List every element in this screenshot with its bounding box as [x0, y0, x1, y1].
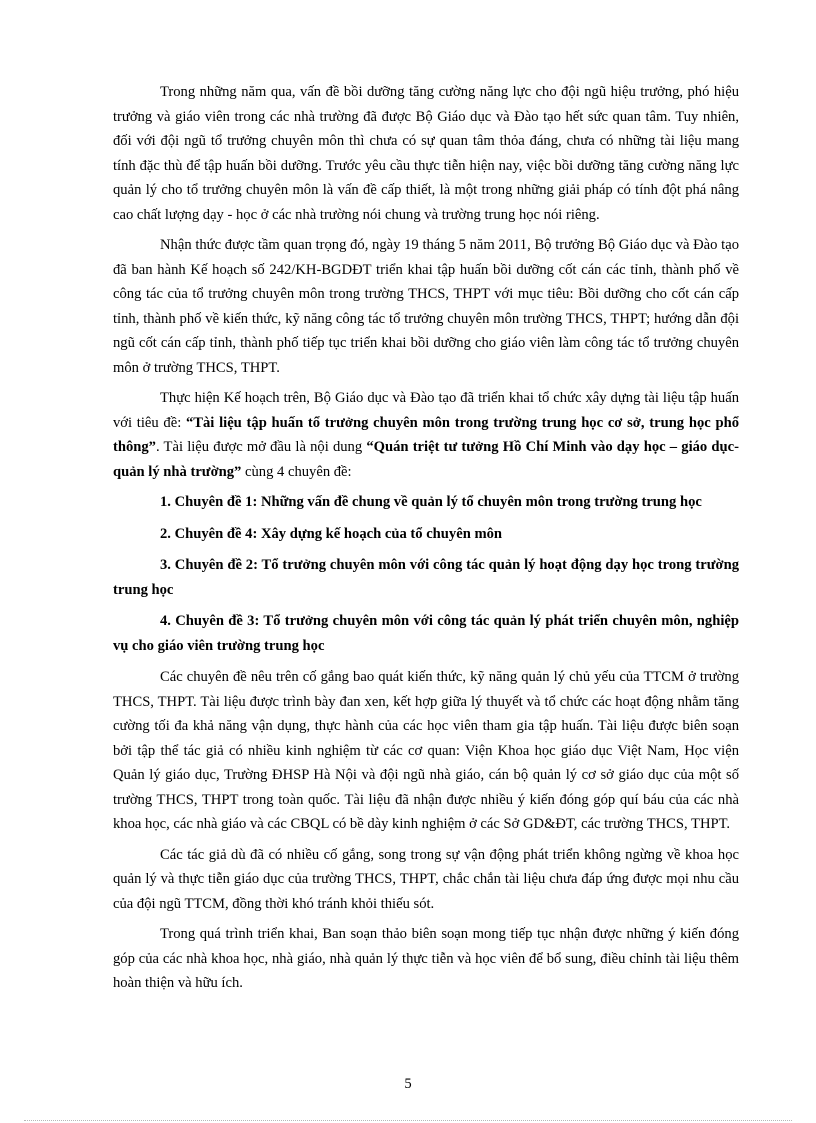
- paragraph-plan-242: Nhận thức được tầm quan trọng đó, ngày 19 tháng 5 năm 2011, Bộ trưởng Bộ Giáo dục và Đào tạo đã ban hành Kế hoạch số 242/KH-BGDĐT triển khai tập huấn bồi dưỡng cốt cán các tỉnh, thành phố về công tác của tổ trưởng chuyên môn trong trường THCS, THPT với mục tiêu: Bồi dưỡng cho cốt cán cấp tỉnh, thành phố về kiến thức, kỹ năng công tác tổ trưởng chuyên môn trường THCS, THPT; hướng dẫn đội ngũ cốt cán cấp tỉnh, thành phố tiếp tục triển khai bồi dưỡng cho giáo viên làm công tác tổ trưởng chuyên môn ở trường THCS, THPT.: [113, 237, 739, 376]
- document-title-quote: “Tài liệu tập huấn tổ trưởng chuyên môn trong trường trung học cơ sở, trung học phổ thông”: [113, 414, 739, 455]
- paragraph-intro: Trong những năm qua, vấn đề bồi dưỡng tăng cường năng lực cho đội ngũ hiệu trưởng, phó hiệu trưởng và giáo viên trong các nhà trường đã được Bộ Giáo dục và Đào tạo hết sức quan tâm. Tuy nhiên, đối với đội ngũ tổ trưởng chuyên môn thì chưa có sự quan tâm thỏa đáng, chưa có những tài liệu mang tính đặc thù để tập huấn bồi dưỡng. Trước yêu cầu thực tiễn hiện nay, việc bồi dưỡng tăng cường năng lực quản lý cho tổ trưởng chuyên môn là vấn đề cấp thiết, là một trong những giải pháp có tính đột phá nâng cao chất lượng dạy - học ở các nhà trường nói chung và trường trung học nói riêng.: [113, 84, 739, 223]
- page-number: 5: [404, 1076, 412, 1092]
- topic-list-item-3: 3. Chuyên đề 2: Tổ trưởng chuyên môn với công tác quản lý hoạt động dạy học trong trường trung học: [113, 557, 739, 598]
- document-body: [113, 80, 739, 1002]
- paragraph-training-materials: [113, 386, 739, 484]
- paragraph-text-segment: Thực hiện Kế hoạch trên, Bộ Giáo dục và Đào tạo đã triển khai tổ chức xây dựng tài liệu tập huấn với tiêu đề:: [113, 390, 739, 431]
- paragraph-feedback-request: Trong quá trình triển khai, Ban soạn thảo biên soạn mong tiếp tục nhận được những ý kiến đóng góp của các nhà khoa học, nhà giáo, nhà quản lý thực tiễn và học viên để bổ sung, điều chỉnh tài liệu thêm hoàn thiện và hữu ích.: [113, 926, 739, 991]
- paragraph-authors-note: Các tác giả dù đã có nhiều cố gắng, song trong sự vận động phát triển không ngừng về khoa học quản lý và thực tiễn giáo dục của trường THCS, THPT, chắc chắn tài liệu chưa đáp ứng được mọi nhu cầu của đội ngũ TTCM, đồng thời khó tránh khỏi thiếu sót.: [113, 846, 739, 912]
- topic-list-item-2: 2. Chuyên đề 4: Xây dựng kế hoạch của tổ chuyên môn: [160, 525, 503, 542]
- topic-list-item-1: 1. Chuyên đề 1: Những vấn đề chung về quản lý tổ chuyên môn trong trường trung học: [160, 494, 702, 510]
- paragraph-topics-overview: Các chuyên đề nêu trên cố gắng bao quát kiến thức, kỹ năng quản lý chủ yếu của TTCM ở trường THCS, THPT. Tài liệu được trình bày đan xen, kết hợp giữa lý thuyết và tổ chức các hoạt động nhằm tăng cường tối đa khả năng vận dụng, thực hành của các học viên tham gia tập huấn. Tài liệu được biên soạn bởi tập thể tác giả có nhiều kinh nghiệm từ các cơ quan: Viện Khoa học giáo dục Việt Nam, Học viện Quản lý giáo dục, Trường ĐHSP Hà Nội và đội ngũ nhà giáo, cán bộ quản lý cơ sở giáo dục của một số trường THCS, THPT trong toàn quốc. Tài liệu đã nhận được nhiều ý kiến đóng góp quí báu của các nhà khoa học, các nhà giáo và các CBQL có bề dày kinh nghiệm ở các Sở GD&ĐT, các trường THCS, THPT.: [113, 669, 739, 832]
- paragraph-text-segment: cùng 4 chuyên đề:: [241, 463, 352, 480]
- ho-chi-minh-quote: “Quán triệt tư tưởng Hồ Chí Minh vào dạy học – giáo dục- quản lý nhà trường”: [113, 439, 739, 480]
- topic-list-item-4: 4. Chuyên đề 3: Tổ trưởng chuyên môn với công tác quản lý phát triển chuyên môn, nghiệp vụ cho giáo viên trường trung học: [113, 613, 739, 654]
- paragraph-text-segment: . Tài liệu được mở đầu là nội dung: [155, 439, 367, 455]
- page-bottom-divider: [24, 1120, 792, 1121]
